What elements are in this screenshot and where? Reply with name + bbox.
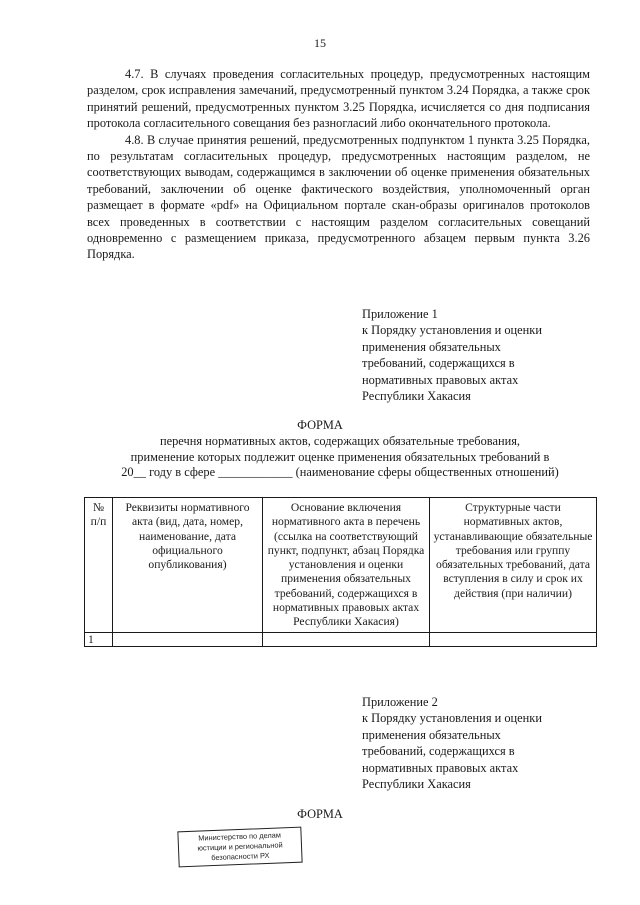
- appendix-1-line: Приложение 1: [362, 307, 438, 321]
- perechen-table: [84, 497, 597, 647]
- header-cell-number: № п/п: [85, 498, 113, 633]
- form-1-title: ФОРМА: [297, 418, 343, 432]
- form-1-caption: [80, 434, 600, 481]
- appendix-2-line: Приложение 2: [362, 695, 438, 709]
- header-cell-requisites: Реквизиты нормативного акта (вид, дата, номер, наименование, дата официального опубликования): [113, 498, 263, 633]
- appendix-2-line: применения обязательных: [362, 727, 501, 742]
- appendix-1-line: нормативных правовых актах: [362, 372, 519, 387]
- appendix-2-header: [362, 694, 602, 792]
- body-text: [87, 66, 590, 263]
- form-2-title: ФОРМА: [297, 807, 343, 821]
- form-1-caption-line: перечня нормативных актов, содержащих обязательные требования,: [159, 434, 521, 448]
- appendix-1-line: требований, содержащихся в: [362, 356, 515, 371]
- table-cell: [113, 632, 263, 646]
- header-cell-basis: Основание включения нормативного акта в перечень (ссылка на соответствующий пункт, подпункт, абзац Порядка установления и оценки применения обязательных требований, содержащихся в нормативных правовых актах Республики Хакасия): [263, 498, 430, 633]
- appendix-1-line: применения обязательных: [362, 339, 501, 354]
- table-cell: [430, 632, 597, 646]
- header-cell-structural-parts: Структурные части нормативных актов, устанавливающие обязательные требования или группу обязательных требований, дата вступления в силу и срок их действия (при наличии): [430, 498, 597, 633]
- appendix-1-header: [362, 306, 602, 404]
- paragraph-4-8: 4.8. В случае принятия решений, предусмотренных подпунктом 1 пункта 3.25 Порядка, по результатам согласительных процедур, предусмотренных настоящим разделом, не соответствующих выводам, содержащимся в заключении об оценке применения обязательных требований, заключении об оценке фактического воздействия, уполномоченный орган размещает в формате «pdf» на Официальном портале скан-образы оригиналов протоколов всех проведенных в соответствии с настоящим разделом согласительных совещаний одновременно с размещением приказа, предусмотренного абзацем первым пункта 3.26 Порядка.: [87, 132, 590, 262]
- form-1-caption-line: 20__ году в сфере ____________ (наименование сферы общественных отношений): [121, 465, 559, 480]
- appendix-2-line: Республики Хакасия: [362, 777, 471, 792]
- table-row: [85, 632, 597, 646]
- stamp-line: Министерство по делам: [198, 830, 282, 843]
- table-cell: 1: [85, 632, 113, 646]
- stamp-line: юстиции и региональной: [197, 840, 283, 853]
- appendix-2-line: требований, содержащихся в: [362, 744, 515, 759]
- appendix-1-line: Республики Хакасия: [362, 389, 471, 404]
- form-1-caption-line: применение которых подлежит оценке применения обязательных требований в: [130, 449, 550, 464]
- registration-stamp: [177, 827, 302, 868]
- table-header-row: [85, 498, 597, 633]
- paragraph-4-7: 4.7. В случаях проведения согласительных процедур, предусмотренных настоящим разделом, срок исправления замечаний, предусмотренный пунктом 3.24 Порядка, а также срок принятий решений, предусмотренных пунктом 3.25 Порядка, исчисляется со дня подписания протокола согласительного совещания без разногласий либо окончательного протокола.: [87, 67, 590, 131]
- appendix-2-line: к Порядку установления и оценки: [362, 711, 542, 726]
- appendix-1-line: к Порядку установления и оценки: [362, 323, 542, 338]
- table-cell: [263, 632, 430, 646]
- page-number: 15: [314, 36, 326, 50]
- stamp-line: безопасности РХ: [211, 850, 270, 863]
- appendix-2-line: нормативных правовых актах: [362, 760, 519, 775]
